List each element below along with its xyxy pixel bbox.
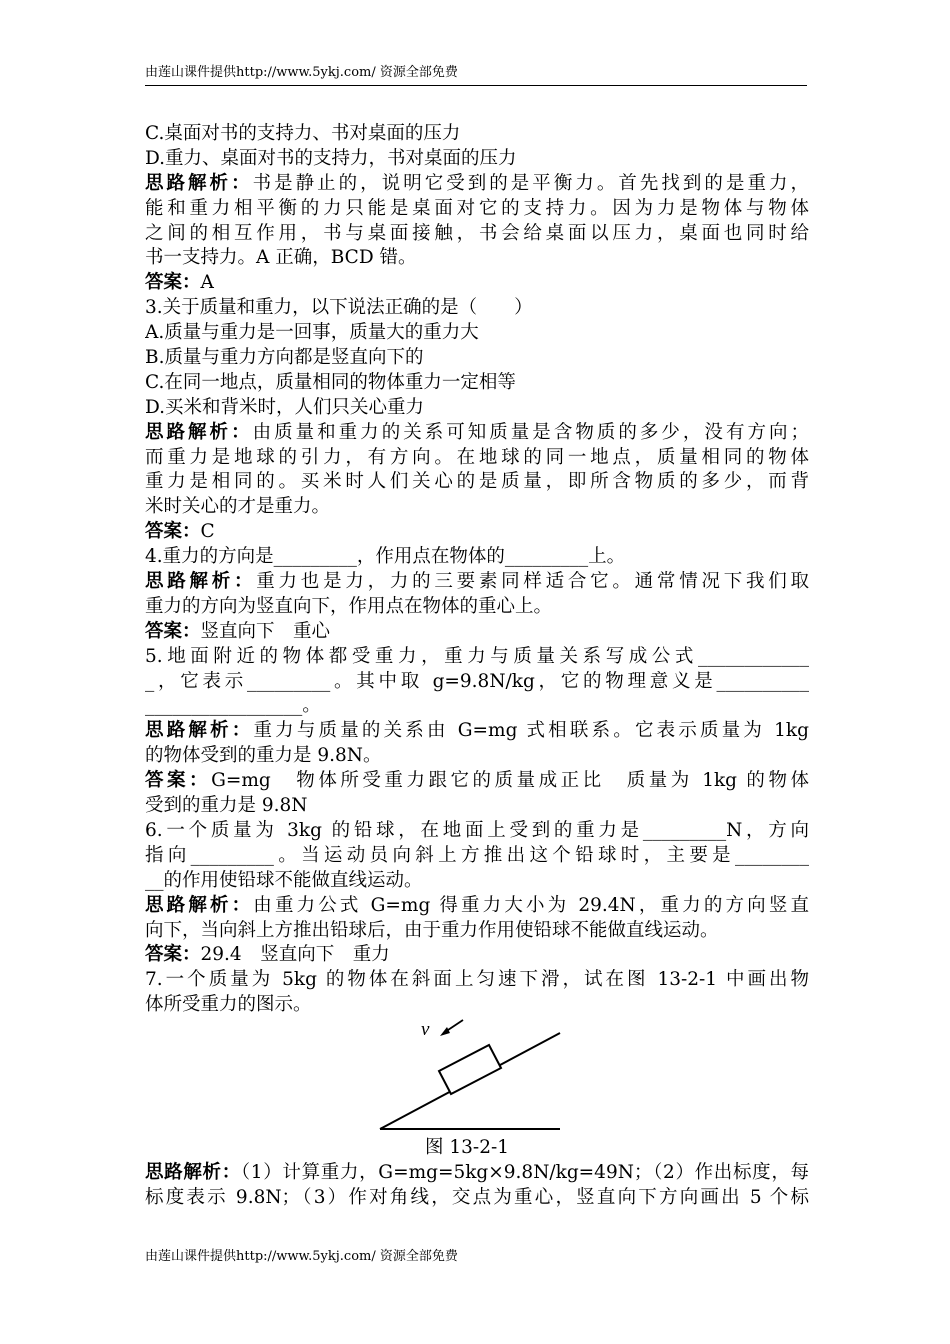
velocity-arrowhead <box>440 1027 450 1036</box>
answer-line <box>145 943 809 968</box>
analysis-label: 思路解析： <box>145 894 254 916</box>
analysis-line: 之间的相互作用，书与桌面接触，书会给桌面以压力，桌面也同时给 <box>145 222 809 244</box>
analysis-text: 书是静止的，说明它受到的是平衡力。首先找到的是重力， <box>252 172 809 194</box>
page-footer: 由莲山课件提供http://www.5ykj.com/ 资源全部免费 <box>145 1249 458 1264</box>
answer-text: 29.4 竖直向下 重力 <box>200 944 390 966</box>
option-d: D.重力、桌面对书的支持力，书对桌面的压力 <box>145 147 517 169</box>
answer-text: G=mg 物体所受重力跟它的质量成正比 质量为 1kg 的物体 <box>211 770 809 792</box>
block-rect <box>439 1045 501 1094</box>
analysis-line: 向下，当向斜上方推出铅球后，由于重力作用使铅球不能做直线运动。 <box>145 919 719 941</box>
document-body <box>145 122 809 1211</box>
question-6: 6.一个质量为 3kg 的铅球，在地面上受到的重力是_________N，方向 <box>145 819 809 841</box>
analysis-line <box>145 172 809 197</box>
question-6-cont: 指向_________。当运动员向斜上方推出这个铅球时，主要是________ <box>145 844 809 866</box>
analysis-label: 思路解析： <box>145 720 254 742</box>
answer-line <box>145 271 809 296</box>
answer-label: 答案： <box>145 272 201 294</box>
question-5: 5.地面附近的物体都受重力，重力与质量关系写成公式____________ <box>145 645 809 667</box>
incline-figure <box>145 1019 809 1136</box>
analysis-line <box>145 1161 809 1186</box>
question-4: 4.重力的方向是_________，作用点在物体的_________上。 <box>145 546 626 568</box>
analysis-text: 重力也是力，力的三要素同样适合它。通常情况下我们取 <box>256 571 809 593</box>
figure-caption: 图 13-2-1 <box>425 1137 509 1159</box>
analysis-text: （1）计算重力，G=mg=5kg×9.8N/kg=49N；（2）作出标度，每 <box>240 1161 809 1183</box>
analysis-label: 思路解析： <box>145 172 253 194</box>
analysis-text: 由质量和重力的关系可知质量是含物质的多少，没有方向； <box>252 421 809 443</box>
analysis-text: 由重力公式 G=mg 得重力大小为 29.4N，重力的方向竖直 <box>253 894 809 916</box>
question-5-cont: _________________。 <box>145 695 321 717</box>
analysis-line: 而重力是地球的引力，有方向。在地球的同一地点，质量相同的物体 <box>145 446 809 468</box>
answer-label: 答案： <box>145 944 201 966</box>
answer-label: 答案： <box>145 521 201 543</box>
analysis-line: 能和重力相平衡的力只能是桌面对它的支持力。因为力是物体与物体 <box>145 197 809 219</box>
analysis-line <box>145 719 809 744</box>
answer-line: 受到的重力是 9.8N <box>145 795 308 817</box>
answer-text: C <box>200 521 215 543</box>
analysis-line: 重力是相同的。买米时人们关心的是质量，即所含物质的多少，而背 <box>145 471 809 493</box>
analysis-label: 思路解析： <box>145 421 253 443</box>
option-a: A.质量与重力是一回事，质量大的重力大 <box>145 322 479 344</box>
analysis-line <box>145 570 809 595</box>
analysis-line: 书一支持力。A 正确，BCD 错。 <box>145 247 417 269</box>
answer-label: 答案： <box>145 770 212 792</box>
answer-label: 答案： <box>145 620 201 642</box>
question-3: 3.关于质量和重力，以下说法正确的是（ ） <box>145 297 533 319</box>
question-7: 7.一个质量为 5kg 的物体在斜面上匀速下滑，试在图 13-2-1 中画出物 <box>145 969 809 991</box>
analysis-line <box>145 894 809 919</box>
analysis-line: 的物体受到的重力是 9.8N。 <box>145 745 382 767</box>
question-7-cont: 体所受重力的图示。 <box>145 994 312 1016</box>
page-header: 由莲山课件提供http://www.5ykj.com/ 资源全部免费 <box>145 65 458 80</box>
option-c: C.桌面对书的支持力、书对桌面的压力 <box>145 123 461 144</box>
analysis-line <box>145 421 809 446</box>
incline-diagram <box>375 1019 715 1134</box>
analysis-line: 米时关心的才是重力。 <box>145 496 331 518</box>
question-5-cont: _，它表示_________。其中取 g=9.8N/kg，它的物理意义是__________ <box>145 670 809 692</box>
analysis-line: 重力的方向为竖直向下，作用点在物体的重心上。 <box>145 595 553 617</box>
option-d: D.买米和背米时，人们只关心重力 <box>145 396 425 418</box>
answer-line <box>145 520 809 545</box>
analysis-text: 重力与质量的关系由 G=mg 式相联系。它表示质量为 1kg <box>253 720 809 742</box>
option-b: B.质量与重力方向都是竖直向下的 <box>145 347 424 369</box>
answer-text: A <box>200 272 214 294</box>
analysis-line: 标度表示 9.8N；（3）作对角线，交点为重心，竖直向下方向画出 5 个标 <box>145 1186 809 1208</box>
analysis-label: 思路解析： <box>145 1161 241 1183</box>
option-c: C.在同一地点，质量相同的物体重力一定相等 <box>145 371 516 393</box>
analysis-label: 思路解析： <box>145 571 257 593</box>
header-rule <box>145 85 807 86</box>
question-6-cont: __的作用使铅球不能做直线运动。 <box>145 869 423 891</box>
answer-text: 竖直向下 重心 <box>200 620 331 642</box>
velocity-label: v <box>421 1019 430 1041</box>
answer-line <box>145 620 809 645</box>
answer-line <box>145 769 809 794</box>
